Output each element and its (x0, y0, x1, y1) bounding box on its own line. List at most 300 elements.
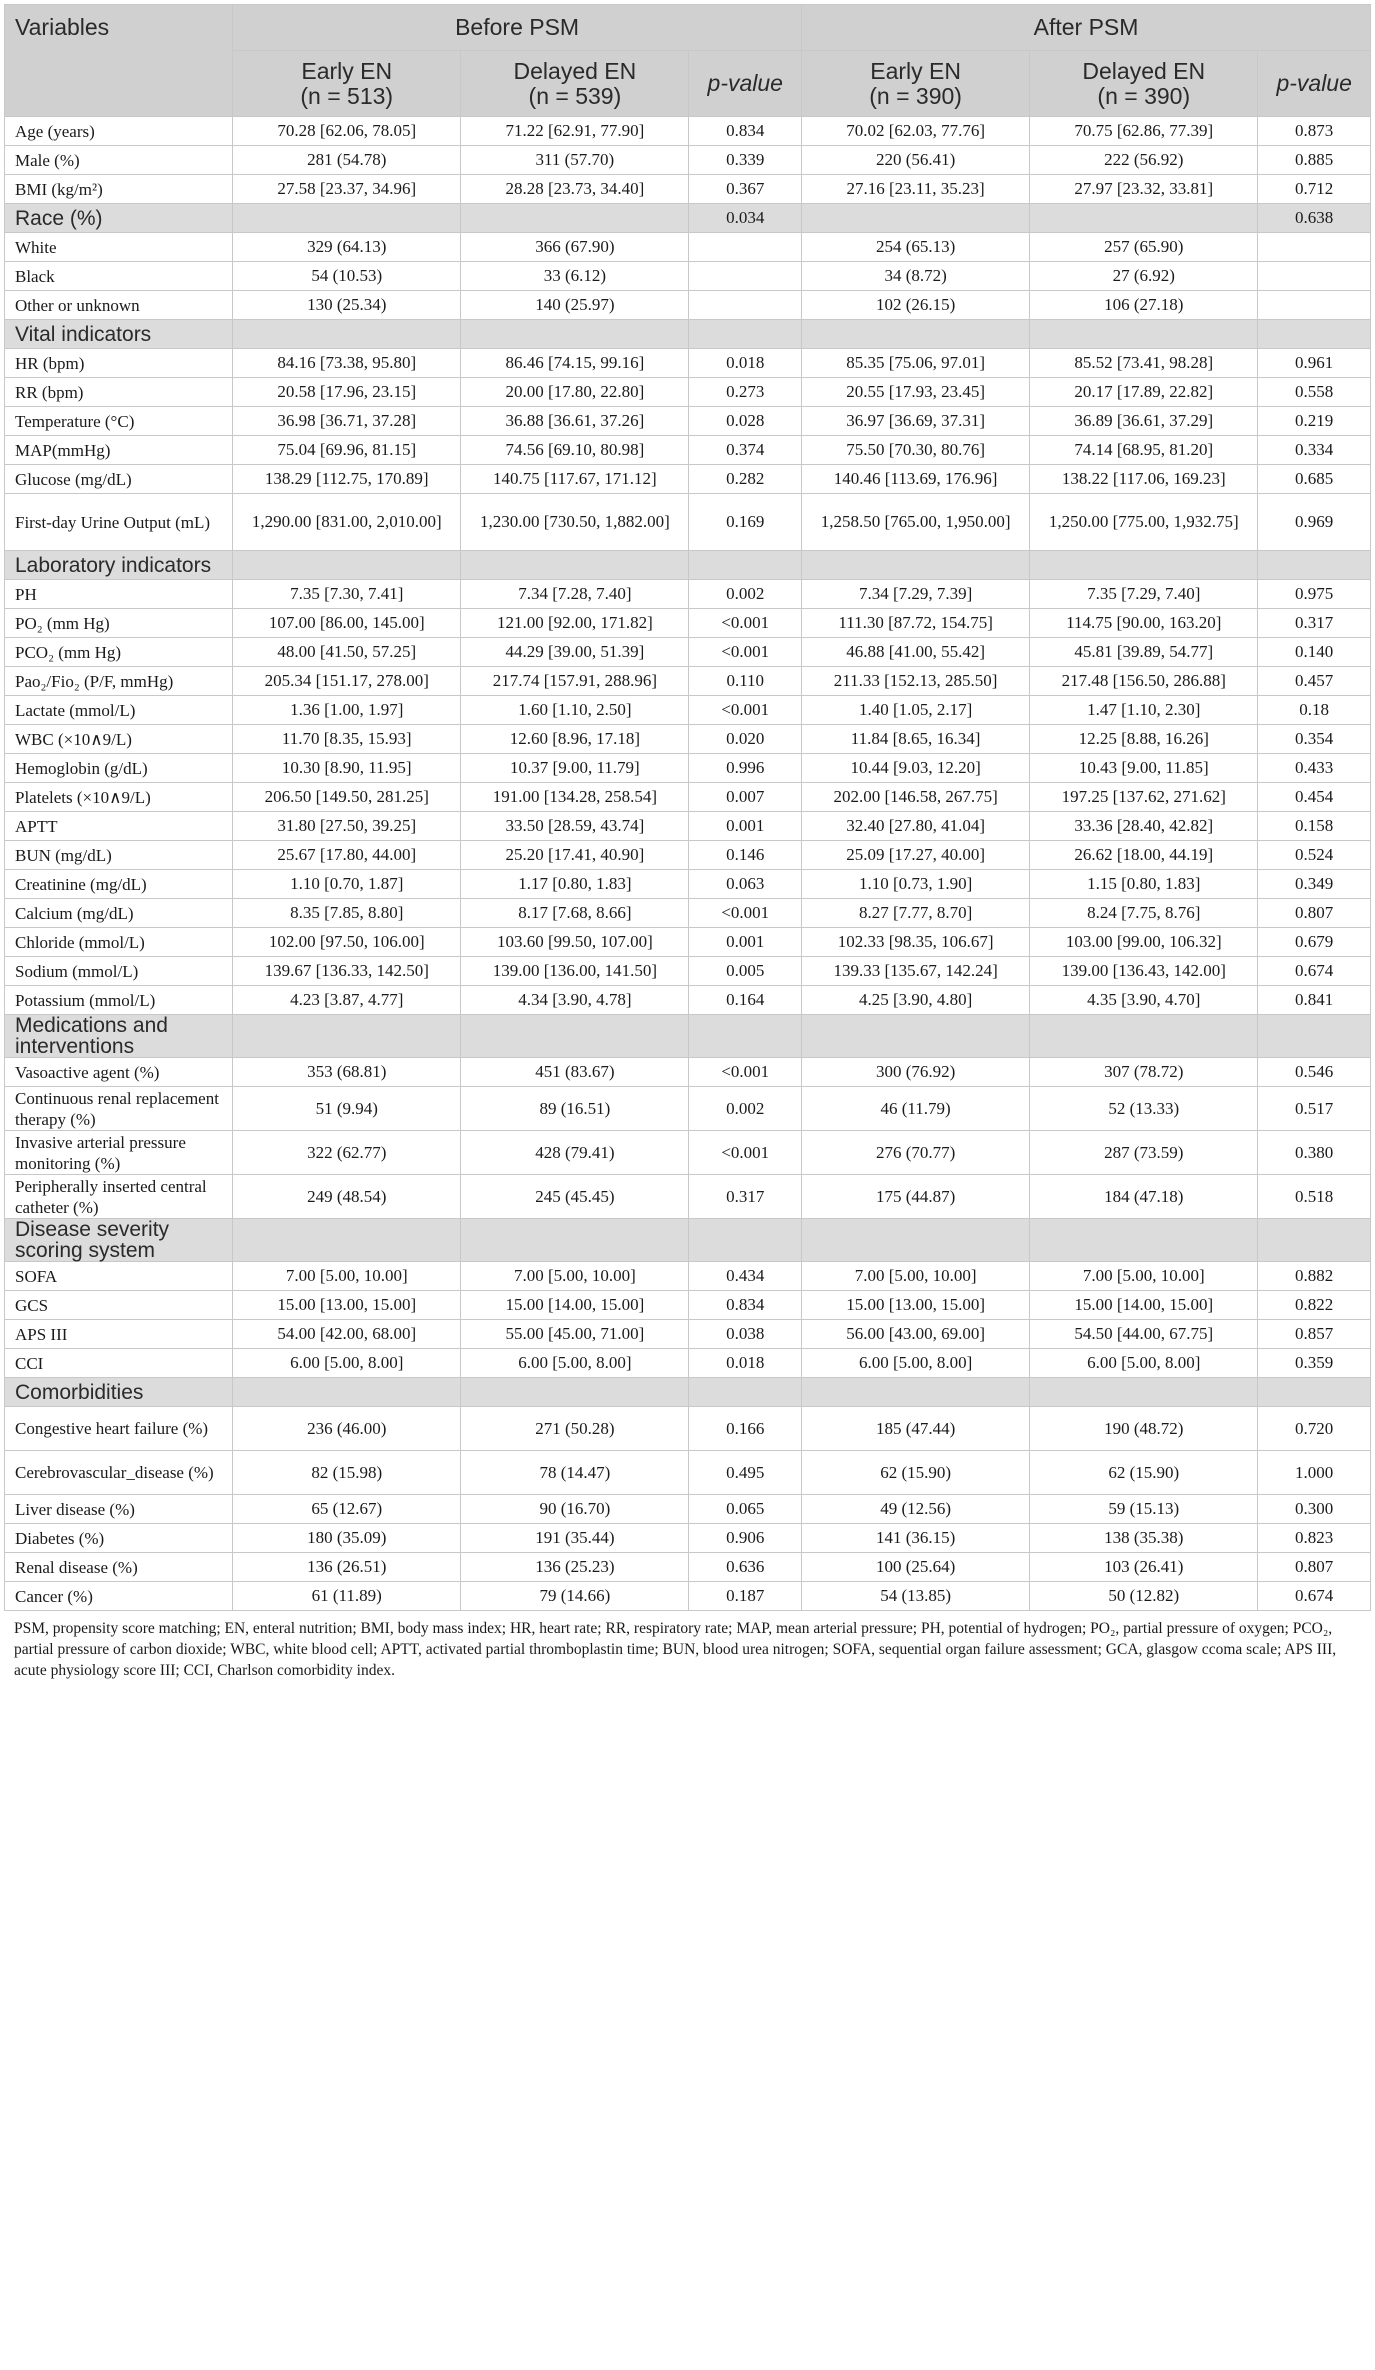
before-early-en-value: 31.80 [27.50, 39.25] (233, 812, 461, 841)
before-early-en-value: 8.35 [7.85, 8.80] (233, 899, 461, 928)
after-p-value: 0.969 (1258, 494, 1371, 551)
after-p-value: 0.518 (1258, 1175, 1371, 1219)
empty-cell (461, 1015, 689, 1058)
section-title: Comorbidities (5, 1378, 233, 1407)
before-p-value: 0.906 (689, 1524, 802, 1553)
variable-name: Renal disease (%) (5, 1553, 233, 1582)
table-row (5, 812, 1371, 841)
after-delayed-en-value: 27 (6.92) (1030, 262, 1258, 291)
after-early-en-value: 202.00 [146.58, 267.75] (802, 783, 1030, 812)
table-row (5, 580, 1371, 609)
empty-cell (233, 204, 461, 233)
after-early-en-value: 25.09 [17.27, 40.00] (802, 841, 1030, 870)
after-p-value: 0.380 (1258, 1131, 1371, 1175)
before-delayed-en-value: 6.00 [5.00, 8.00] (461, 1349, 689, 1378)
before-p-value: <0.001 (689, 638, 802, 667)
empty-cell (461, 551, 689, 580)
variable-name: Temperature (°C) (5, 407, 233, 436)
section-row (5, 1378, 1371, 1407)
before-early-en-value: 322 (62.77) (233, 1131, 461, 1175)
after-early-en-value: 111.30 [87.72, 154.75] (802, 609, 1030, 638)
after-delayed-en-value: 114.75 [90.00, 163.20] (1030, 609, 1258, 638)
table-row (5, 928, 1371, 957)
table-row (5, 609, 1371, 638)
after-p-value: 0.823 (1258, 1524, 1371, 1553)
after-early-en-value: 34 (8.72) (802, 262, 1030, 291)
table-row (5, 146, 1371, 175)
section-row (5, 551, 1371, 580)
before-early-en-value: 138.29 [112.75, 170.89] (233, 465, 461, 494)
early-en-label: Early EN (301, 57, 393, 84)
after-early-en-value: 8.27 [7.77, 8.70] (802, 899, 1030, 928)
empty-cell (802, 320, 1030, 349)
before-delayed-en-value: 15.00 [14.00, 15.00] (461, 1291, 689, 1320)
after-delayed-en-value: 257 (65.90) (1030, 233, 1258, 262)
before-early-en-value: 107.00 [86.00, 145.00] (233, 609, 461, 638)
before-p-value: 0.146 (689, 841, 802, 870)
table-header (5, 5, 1371, 117)
section-row (5, 204, 1371, 233)
after-p-value: 0.300 (1258, 1495, 1371, 1524)
variable-name: Continuous renal replacement therapy (%) (5, 1087, 233, 1131)
section-title: Laboratory indicators (5, 551, 233, 580)
after-p-value: 0.334 (1258, 436, 1371, 465)
before-delayed-en-value: 10.37 [9.00, 11.79] (461, 754, 689, 783)
after-early-en-value: 7.00 [5.00, 10.00] (802, 1262, 1030, 1291)
after-p-value: 0.961 (1258, 349, 1371, 378)
variable-name: Chloride (mmol/L) (5, 928, 233, 957)
before-p-value: 0.169 (689, 494, 802, 551)
after-psm-header: After PSM (802, 5, 1371, 51)
before-delayed-en-value: 191 (35.44) (461, 1524, 689, 1553)
variable-name: Vasoactive agent (%) (5, 1058, 233, 1087)
before-p-value: 0.001 (689, 812, 802, 841)
variable-name: RR (bpm) (5, 378, 233, 407)
variable-name: Invasive arterial pressure monitoring (%) (5, 1131, 233, 1175)
table-row (5, 725, 1371, 754)
after-p-value: 0.546 (1258, 1058, 1371, 1087)
after-delayed-en-value: 45.81 [39.89, 54.77] (1030, 638, 1258, 667)
variable-name: PCO₂ (mm Hg) (5, 638, 233, 667)
variable-name: PO₂ (mm Hg) (5, 609, 233, 638)
before-p-value: 0.166 (689, 1407, 802, 1451)
before-early-en-value: 20.58 [17.96, 23.15] (233, 378, 461, 407)
before-early-en-value: 11.70 [8.35, 15.93] (233, 725, 461, 754)
before-p-value: 0.374 (689, 436, 802, 465)
table-row (5, 1087, 1371, 1131)
before-delayed-en-value: 428 (79.41) (461, 1131, 689, 1175)
table-row (5, 262, 1371, 291)
before-delayed-en-value: 311 (57.70) (461, 146, 689, 175)
after-delayed-en-value: 85.52 [73.41, 98.28] (1030, 349, 1258, 378)
before-early-en-value: 130 (25.34) (233, 291, 461, 320)
n-before-delayed: (n = 539) (528, 82, 622, 109)
before-p-value (689, 233, 802, 262)
empty-cell (1030, 1219, 1258, 1262)
before-p-value: 0.317 (689, 1175, 802, 1219)
empty-cell (1030, 204, 1258, 233)
before-early-en-value: 54 (10.53) (233, 262, 461, 291)
table-row (5, 117, 1371, 146)
after-delayed-en-value: 36.89 [36.61, 37.29] (1030, 407, 1258, 436)
after-delayed-en-value: 33.36 [28.40, 42.82] (1030, 812, 1258, 841)
before-p-value: <0.001 (689, 696, 802, 725)
empty-cell (1030, 320, 1258, 349)
after-p-value: 1.000 (1258, 1451, 1371, 1495)
variable-name: Other or unknown (5, 291, 233, 320)
before-p-value: 0.063 (689, 870, 802, 899)
before-delayed-en-value: 140 (25.97) (461, 291, 689, 320)
before-delayed-en-value: 28.28 [23.73, 34.40] (461, 175, 689, 204)
before-delayed-en-value: 451 (83.67) (461, 1058, 689, 1087)
variable-name: GCS (5, 1291, 233, 1320)
before-early-en-value: 102.00 [97.50, 106.00] (233, 928, 461, 957)
after-p-value: 0.882 (1258, 1262, 1371, 1291)
after-p-value: 0.685 (1258, 465, 1371, 494)
before-p-value: 0.164 (689, 986, 802, 1015)
after-p-value: 0.638 (1258, 204, 1371, 233)
after-delayed-en-value: 287 (73.59) (1030, 1131, 1258, 1175)
before-delayed-en-value: 71.22 [62.91, 77.90] (461, 117, 689, 146)
after-early-en-value: 254 (65.13) (802, 233, 1030, 262)
before-p-value: 0.005 (689, 957, 802, 986)
after-delayed-en-value: 138.22 [117.06, 169.23] (1030, 465, 1258, 494)
empty-cell (1030, 1378, 1258, 1407)
before-p-value: <0.001 (689, 609, 802, 638)
before-delayed-en-value: 140.75 [117.67, 171.12] (461, 465, 689, 494)
before-delayed-en-value: 191.00 [134.28, 258.54] (461, 783, 689, 812)
variable-name: HR (bpm) (5, 349, 233, 378)
before-delayed-en-value: 78 (14.47) (461, 1451, 689, 1495)
after-p-value: 0.674 (1258, 1582, 1371, 1611)
empty-cell (802, 1378, 1030, 1407)
table-row (5, 957, 1371, 986)
empty-cell (1030, 551, 1258, 580)
before-p-value: 0.367 (689, 175, 802, 204)
variable-name: Creatinine (mg/dL) (5, 870, 233, 899)
before-p-value (689, 291, 802, 320)
before-p-value: 0.282 (689, 465, 802, 494)
after-p-value: 0.140 (1258, 638, 1371, 667)
before-p-value-header (689, 51, 802, 117)
after-p-value (1258, 1015, 1371, 1058)
after-early-en-value: 1,258.50 [765.00, 1,950.00] (802, 494, 1030, 551)
after-early-en-value: 85.35 [75.06, 97.01] (802, 349, 1030, 378)
before-p-value: 0.495 (689, 1451, 802, 1495)
before-delayed-en-value: 33 (6.12) (461, 262, 689, 291)
after-early-en-value: 20.55 [17.93, 23.45] (802, 378, 1030, 407)
section-title: Medications and interventions (5, 1015, 233, 1058)
before-delayed-en-value: 121.00 [92.00, 171.82] (461, 609, 689, 638)
variable-name: Congestive heart failure (%) (5, 1407, 233, 1451)
variable-name: Platelets (×10∧9/L) (5, 783, 233, 812)
after-delayed-en-value: 54.50 [44.00, 67.75] (1030, 1320, 1258, 1349)
before-early-en-value: 27.58 [23.37, 34.96] (233, 175, 461, 204)
before-early-en-value: 15.00 [13.00, 15.00] (233, 1291, 461, 1320)
after-p-value (1258, 233, 1371, 262)
before-p-value: 0.002 (689, 1087, 802, 1131)
variable-name: Diabetes (%) (5, 1524, 233, 1553)
after-delayed-en-value: 26.62 [18.00, 44.19] (1030, 841, 1258, 870)
empty-cell (461, 204, 689, 233)
after-delayed-en-value: 15.00 [14.00, 15.00] (1030, 1291, 1258, 1320)
before-early-en-value: 6.00 [5.00, 8.00] (233, 1349, 461, 1378)
before-p-value: <0.001 (689, 1058, 802, 1087)
after-delayed-en-value: 7.35 [7.29, 7.40] (1030, 580, 1258, 609)
after-early-en-value: 54 (13.85) (802, 1582, 1030, 1611)
after-delayed-en-value: 197.25 [137.62, 271.62] (1030, 783, 1258, 812)
after-early-en-value: 36.97 [36.69, 37.31] (802, 407, 1030, 436)
variable-name: First-day Urine Output (mL) (5, 494, 233, 551)
p-value-label: p-value (707, 70, 783, 96)
before-early-en-value: 353 (68.81) (233, 1058, 461, 1087)
before-delayed-en-value: 7.00 [5.00, 10.00] (461, 1262, 689, 1291)
variable-name: Hemoglobin (g/dL) (5, 754, 233, 783)
before-early-en-value: 180 (35.09) (233, 1524, 461, 1553)
before-delayed-en-value: 86.46 [74.15, 99.16] (461, 349, 689, 378)
n-after-early: (n = 390) (869, 82, 962, 109)
empty-cell (802, 1015, 1030, 1058)
empty-cell (461, 320, 689, 349)
after-delayed-en-value: 59 (15.13) (1030, 1495, 1258, 1524)
before-p-value: 0.028 (689, 407, 802, 436)
before-p-value: 0.273 (689, 378, 802, 407)
before-delayed-en-value: 90 (16.70) (461, 1495, 689, 1524)
table-row (5, 841, 1371, 870)
before-delayed-en-value: 245 (45.45) (461, 1175, 689, 1219)
before-p-value: <0.001 (689, 899, 802, 928)
before-delayed-en-value: 217.74 [157.91, 288.96] (461, 667, 689, 696)
after-early-en-value: 32.40 [27.80, 41.04] (802, 812, 1030, 841)
variable-name: SOFA (5, 1262, 233, 1291)
before-p-value: 0.001 (689, 928, 802, 957)
empty-cell (802, 1219, 1030, 1262)
after-early-en-value: 6.00 [5.00, 8.00] (802, 1349, 1030, 1378)
table-row (5, 899, 1371, 928)
after-early-en-value: 75.50 [70.30, 80.76] (802, 436, 1030, 465)
table-row (5, 494, 1371, 551)
after-p-value: 0.219 (1258, 407, 1371, 436)
after-early-en-value: 11.84 [8.65, 16.34] (802, 725, 1030, 754)
before-delayed-en-value: 20.00 [17.80, 22.80] (461, 378, 689, 407)
table-row (5, 667, 1371, 696)
before-p-value: 0.834 (689, 117, 802, 146)
after-p-value: 0.807 (1258, 899, 1371, 928)
table-row (5, 1582, 1371, 1611)
table-row (5, 783, 1371, 812)
variable-name: Sodium (mmol/L) (5, 957, 233, 986)
after-p-value: 0.712 (1258, 175, 1371, 204)
before-delayed-en-value: 12.60 [8.96, 17.18] (461, 725, 689, 754)
variable-name: APS III (5, 1320, 233, 1349)
after-delayed-en-value: 7.00 [5.00, 10.00] (1030, 1262, 1258, 1291)
after-early-en-value: 4.25 [3.90, 4.80] (802, 986, 1030, 1015)
before-delayed-en-value: 44.29 [39.00, 51.39] (461, 638, 689, 667)
after-p-value: 0.822 (1258, 1291, 1371, 1320)
before-delayed-en-value: 7.34 [7.28, 7.40] (461, 580, 689, 609)
after-delayed-en-value: 27.97 [23.32, 33.81] (1030, 175, 1258, 204)
before-early-en-value: 51 (9.94) (233, 1087, 461, 1131)
table-row (5, 1524, 1371, 1553)
after-delayed-en-value: 138 (35.38) (1030, 1524, 1258, 1553)
variable-name: Lactate (mmol/L) (5, 696, 233, 725)
before-delayed-en-value: 79 (14.66) (461, 1582, 689, 1611)
empty-cell (461, 1219, 689, 1262)
before-early-en-value: 281 (54.78) (233, 146, 461, 175)
after-early-en-value: 276 (70.77) (802, 1131, 1030, 1175)
before-p-value: 0.110 (689, 667, 802, 696)
before-p-value: 0.018 (689, 1349, 802, 1378)
variables-header: Variables (5, 5, 233, 117)
empty-cell (233, 320, 461, 349)
before-delayed-en-value: 74.56 [69.10, 80.98] (461, 436, 689, 465)
after-delayed-en-value: 50 (12.82) (1030, 1582, 1258, 1611)
n-after-delayed: (n = 390) (1097, 82, 1191, 109)
after-delayed-en-value: 1.47 [1.10, 2.30] (1030, 696, 1258, 725)
section-title: Disease severity scoring system (5, 1219, 233, 1262)
variable-name: Calcium (mg/dL) (5, 899, 233, 928)
after-early-en-value: 70.02 [62.03, 77.76] (802, 117, 1030, 146)
before-early-en-header (233, 51, 461, 117)
variable-name: Liver disease (%) (5, 1495, 233, 1524)
section-row (5, 320, 1371, 349)
before-early-en-value: 65 (12.67) (233, 1495, 461, 1524)
empty-cell (802, 204, 1030, 233)
before-p-value: 0.065 (689, 1495, 802, 1524)
before-p-value (689, 1219, 802, 1262)
table-row (5, 465, 1371, 494)
table-row (5, 1320, 1371, 1349)
variable-name: Potassium (mmol/L) (5, 986, 233, 1015)
before-p-value: 0.018 (689, 349, 802, 378)
after-delayed-en-value: 184 (47.18) (1030, 1175, 1258, 1219)
before-delayed-en-value: 366 (67.90) (461, 233, 689, 262)
table-row (5, 638, 1371, 667)
after-delayed-en-value: 4.35 [3.90, 4.70] (1030, 986, 1258, 1015)
table-footnote: PSM, propensity score matching; EN, enteral nutrition; BMI, body mass index; HR, heart rate; RR, respiratory rate; MAP, mean arterial pressure; PH, potential of hydrogen; PO₂, partial pressure of oxygen; PCO₂, partial pressure of carbon dioxide; WBC, white blood cell; APTT, activated partial thromboplastin time; BUN, blood urea nitrogen; SOFA, sequential organ failure assessment; GCA, glasgow ccoma scale; APS III, acute physiology score III; CCI, Charlson comorbidity index. (14, 1620, 1337, 1679)
before-delayed-en-value: 33.50 [28.59, 43.74] (461, 812, 689, 841)
after-p-value (1258, 1378, 1371, 1407)
after-early-en-value: 1.40 [1.05, 2.17] (802, 696, 1030, 725)
table-row (5, 1407, 1371, 1451)
after-p-value: 0.873 (1258, 117, 1371, 146)
before-p-value: 0.996 (689, 754, 802, 783)
after-early-en-value: 56.00 [43.00, 69.00] (802, 1320, 1030, 1349)
after-early-en-value: 300 (76.92) (802, 1058, 1030, 1087)
before-psm-header: Before PSM (233, 5, 802, 51)
before-early-en-value: 61 (11.89) (233, 1582, 461, 1611)
after-early-en-value: 46.88 [41.00, 55.42] (802, 638, 1030, 667)
after-p-value: 0.354 (1258, 725, 1371, 754)
before-delayed-en-value: 1.17 [0.80, 1.83] (461, 870, 689, 899)
after-early-en-value: 10.44 [9.03, 12.20] (802, 754, 1030, 783)
variable-name: CCI (5, 1349, 233, 1378)
after-delayed-en-value: 106 (27.18) (1030, 291, 1258, 320)
before-delayed-en-value: 136 (25.23) (461, 1553, 689, 1582)
table-row (5, 986, 1371, 1015)
after-early-en-value: 100 (25.64) (802, 1553, 1030, 1582)
after-p-value: 0.454 (1258, 783, 1371, 812)
after-early-en-value: 15.00 [13.00, 15.00] (802, 1291, 1030, 1320)
before-early-en-value: 249 (48.54) (233, 1175, 461, 1219)
baseline-characteristics-table (4, 4, 1371, 1611)
before-early-en-value: 1,290.00 [831.00, 2,010.00] (233, 494, 461, 551)
after-early-en-value: 139.33 [135.67, 142.24] (802, 957, 1030, 986)
before-delayed-en-value: 103.60 [99.50, 107.00] (461, 928, 689, 957)
after-delayed-en-value: 103.00 [99.00, 106.32] (1030, 928, 1258, 957)
empty-cell (233, 1378, 461, 1407)
after-delayed-en-value: 1,250.00 [775.00, 1,932.75] (1030, 494, 1258, 551)
after-p-value: 0.679 (1258, 928, 1371, 957)
before-early-en-value: 75.04 [69.96, 81.15] (233, 436, 461, 465)
before-delayed-en-header (461, 51, 689, 117)
empty-cell (1030, 1015, 1258, 1058)
after-early-en-value: 46 (11.79) (802, 1087, 1030, 1131)
before-p-value (689, 262, 802, 291)
after-early-en-value: 49 (12.56) (802, 1495, 1030, 1524)
after-p-value: 0.720 (1258, 1407, 1371, 1451)
after-delayed-en-value: 20.17 [17.89, 22.82] (1030, 378, 1258, 407)
before-early-en-value: 7.35 [7.30, 7.41] (233, 580, 461, 609)
before-early-en-value: 136 (26.51) (233, 1553, 461, 1582)
after-p-value (1258, 262, 1371, 291)
after-early-en-value: 175 (44.87) (802, 1175, 1030, 1219)
section-title: Vital indicators (5, 320, 233, 349)
after-p-value: 0.18 (1258, 696, 1371, 725)
table-row (5, 1553, 1371, 1582)
table-row (5, 754, 1371, 783)
table-row (5, 1058, 1371, 1087)
after-delayed-en-value: 8.24 [7.75, 8.76] (1030, 899, 1258, 928)
before-p-value: 0.636 (689, 1553, 802, 1582)
table-row (5, 233, 1371, 262)
before-p-value: 0.834 (689, 1291, 802, 1320)
section-row (5, 1015, 1371, 1058)
before-p-value: 0.007 (689, 783, 802, 812)
after-delayed-en-header (1030, 51, 1258, 117)
n-before-early: (n = 513) (300, 82, 394, 109)
variable-name: Pao₂/Fio₂ (P/F, mmHg) (5, 667, 233, 696)
table-row (5, 1131, 1371, 1175)
after-early-en-value: 62 (15.90) (802, 1451, 1030, 1495)
after-p-value: 0.524 (1258, 841, 1371, 870)
variable-name: White (5, 233, 233, 262)
after-p-value: 0.885 (1258, 146, 1371, 175)
before-early-en-value: 205.34 [151.17, 278.00] (233, 667, 461, 696)
before-p-value (689, 1378, 802, 1407)
table-row (5, 378, 1371, 407)
variable-name: BMI (kg/m²) (5, 175, 233, 204)
after-p-value-header (1258, 51, 1371, 117)
after-delayed-en-value: 12.25 [8.88, 16.26] (1030, 725, 1258, 754)
after-p-value: 0.457 (1258, 667, 1371, 696)
before-p-value (689, 320, 802, 349)
delayed-en-label: Delayed EN (1082, 57, 1206, 84)
after-p-value: 0.158 (1258, 812, 1371, 841)
after-delayed-en-value: 103 (26.41) (1030, 1553, 1258, 1582)
before-early-en-value: 329 (64.13) (233, 233, 461, 262)
before-delayed-en-value: 139.00 [136.00, 141.50] (461, 957, 689, 986)
p-value-label: p-value (1276, 70, 1352, 96)
before-early-en-value: 139.67 [136.33, 142.50] (233, 957, 461, 986)
table-row (5, 696, 1371, 725)
empty-cell (802, 551, 1030, 580)
before-early-en-value: 10.30 [8.90, 11.95] (233, 754, 461, 783)
before-delayed-en-value: 25.20 [17.41, 40.90] (461, 841, 689, 870)
table-row (5, 1291, 1371, 1320)
before-p-value: 0.038 (689, 1320, 802, 1349)
before-delayed-en-value: 271 (50.28) (461, 1407, 689, 1451)
